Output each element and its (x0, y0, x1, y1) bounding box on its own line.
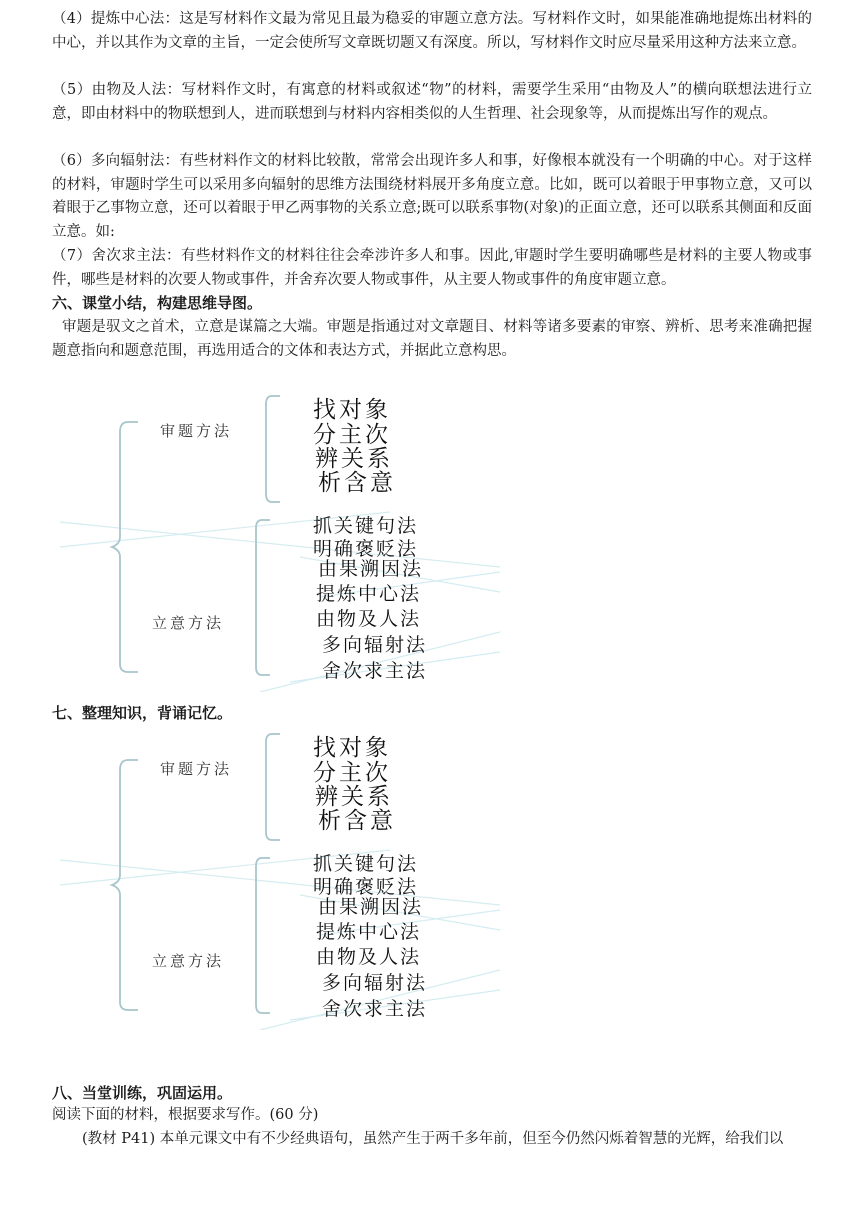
section-8-instruction: 阅读下面的材料，根据要求写作。(60 分) (52, 1107, 319, 1123)
mind-map-branch-shenti: 审题方法 (160, 422, 233, 440)
mind-map-item: 分主次 (313, 422, 391, 448)
mind-map-item: 舍次求主法 (322, 660, 428, 682)
mind-map-branch-shenti: 审题方法 (160, 760, 233, 778)
mind-map-branch-liyi: 立意方法 (152, 614, 225, 632)
mind-map-item: 析含意 (318, 808, 396, 834)
mind-map-item: 找对象 (313, 735, 391, 761)
mind-map-item: 分主次 (313, 760, 391, 786)
paragraph-method-4: （4）提炼中心法：这是写材料作文最为常见且最为稳妥的审题立意方法。写材料作文时，如果能准确地提炼出材料的中心，并以其作为文章的主旨，一定会使所写文章既切题又有深度。所以，写材料作文时应尽量采用这种方法来立意。 (52, 11, 812, 51)
mind-map-brackets (60, 730, 520, 1030)
mind-map-item: 由果溯因法 (318, 558, 424, 580)
paragraph-method-7: （7）舍次求主法：有些材料作文的材料往往会牵涉许多人和事。因此,审题时学生要明确哪些是材料的主要人物或事件，哪些是材料的次要人物或事件，并舍弃次要人物或事件，从主要人物或事件的角度审题立意。 (52, 248, 812, 288)
mind-map-item: 多向辐射法 (322, 634, 428, 656)
mind-map-branch-liyi: 立意方法 (152, 952, 225, 970)
mind-map-item: 由物及人法 (316, 608, 422, 630)
mind-map-review (60, 730, 520, 1030)
mind-map-summary (60, 392, 520, 692)
paragraph-method-5: （5）由物及人法：写材料作文时，有寓意的材料或叙述“物”的材料，需要学生采用“由物及人”的横向联想法进行立意，即由材料中的物联想到人，进而联想到与材料内容相类似的人生哲理、社会现象等，从而提炼出写作的观点。 (52, 82, 812, 122)
mind-map-item: 由果溯因法 (318, 896, 424, 918)
section-8-material: (教材 P41) 本单元课文中有不少经典语句，虽然产生于两千多年前，但至今仍然闪烁着智慧的光辉，给我们以 (82, 1131, 784, 1147)
mind-map-item: 抓关键句法 (313, 515, 419, 537)
mind-map-item: 多向辐射法 (322, 972, 428, 994)
mind-map-item: 舍次求主法 (322, 998, 428, 1020)
mind-map-item: 由物及人法 (316, 946, 422, 968)
mind-map-item: 找对象 (313, 397, 391, 423)
mind-map-item: 提炼中心法 (316, 921, 422, 943)
mind-map-item: 辨关系 (315, 784, 393, 810)
section-6-summary: 审题是驭文之首术，立意是谋篇之大端。审题是指通过对文章题目、材料等诸多要素的审察、辨析、思考来准确把握题意指向和题意范围，再选用适合的文体和表达方式，并据此立意构思。 (52, 319, 812, 359)
mind-map-brackets (60, 392, 520, 692)
mind-map-item: 提炼中心法 (316, 583, 422, 605)
mind-map-item: 明确褒贬法 (313, 876, 419, 898)
mind-map-item: 析含意 (318, 470, 396, 496)
mind-map-item: 抓关键句法 (313, 853, 419, 875)
paragraph-method-6: （6）多向辐射法：有些材料作文的材料比较散，常常会出现许多人和事，好像根本就没有一个明确的中心。对于这样的材料，审题时学生可以采用多向辐射的思维方法围绕材料展开多角度立意。比如，既可以着眼于甲事物立意，又可以着眼于乙事物立意，还可以着眼于甲乙两事物的关系立意;既可以联系事物(对象)的正面立意，还可以联系其侧面和反面立意。如: (52, 153, 812, 240)
section-7-heading: 七、整理知识，背诵记忆。 (52, 704, 233, 722)
section-6-heading: 六、课堂小结，构建思维导图。 (52, 294, 263, 312)
mind-map-item: 辨关系 (315, 446, 393, 472)
mind-map-item: 明确褒贬法 (313, 538, 419, 560)
section-8-heading: 八、当堂训练，巩固运用。 (52, 1084, 233, 1102)
